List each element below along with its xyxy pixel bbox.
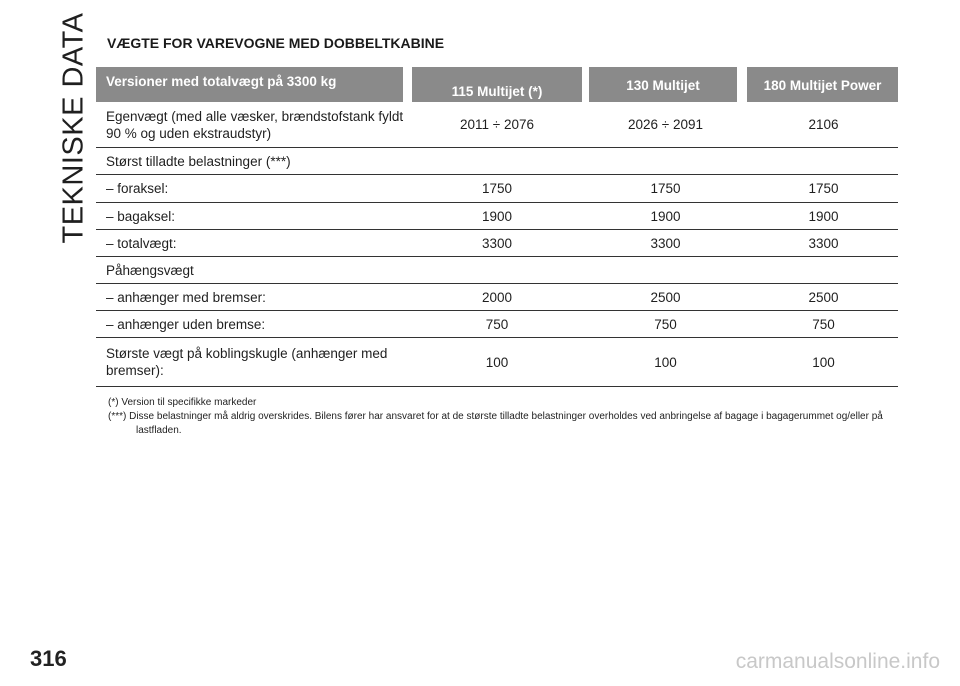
table-row	[96, 102, 898, 148]
row-label: Påhængsvægt	[106, 262, 194, 278]
page-heading: VÆGTE FOR VAREVOGNE MED DOBBELTKABINE	[107, 35, 445, 51]
table-row	[96, 284, 898, 311]
cell-value: 2011 ÷ 2076	[460, 117, 534, 132]
row-label: – anhænger uden bremse:	[106, 316, 266, 332]
cell-value: 100	[654, 354, 677, 370]
cell-value: 1750	[650, 181, 681, 196]
table-row	[96, 311, 898, 338]
cell-value: 750	[654, 316, 677, 332]
row-label: – totalvægt:	[106, 235, 177, 251]
header-180-multijet-power: 180 Multijet Power	[747, 67, 898, 102]
cell-value: 1750	[808, 181, 839, 196]
cell-value: 1900	[481, 208, 513, 224]
table-row	[96, 338, 898, 387]
weights-table	[96, 67, 898, 387]
row-label: Egenvægt (med alle væsker, brændstofstank fyldt 90 % og uden ekstraudstyr)	[106, 108, 404, 141]
watermark: carmanualsonline.info	[735, 650, 940, 673]
page-number: 316	[30, 646, 67, 671]
cell-value: 1900	[650, 208, 681, 224]
table-header	[96, 67, 898, 102]
section-side-title-text: TEKNISKE DATA	[57, 12, 90, 244]
cell-value: 100	[812, 354, 835, 370]
header-versions: Versioner med totalvægt på 3300 kg	[96, 67, 403, 102]
cell-value: 750	[812, 316, 835, 332]
row-label: – anhænger med bremser:	[106, 289, 266, 305]
footnote: (*) Version til specifikke markeder	[108, 397, 257, 408]
footnotes	[108, 396, 898, 438]
footnote: (***) Disse belastninger må aldrig overskrides. Bilens fører har ansvaret for at de største tilladte belastninger overholdes ved anbringelse af bagage i bagagerummet og/eller på lastfladen.	[108, 411, 883, 436]
table-row	[96, 148, 898, 175]
table-row	[96, 257, 898, 284]
cell-value: 2500	[808, 289, 839, 305]
table-row	[96, 175, 898, 203]
row-label: – bagaksel:	[106, 208, 176, 224]
cell-value: 3300	[481, 235, 513, 251]
cell-value: 2000	[481, 289, 513, 305]
cell-value: 2500	[650, 289, 681, 305]
cell-value: 3300	[808, 235, 839, 251]
cell-value: 1900	[808, 208, 839, 224]
table-row	[96, 203, 898, 230]
cell-value: 2106	[808, 117, 839, 132]
cell-value: 1750	[481, 181, 513, 196]
header-130-multijet: 130 Multijet	[589, 67, 737, 102]
cell-value: 2026 ÷ 2091	[628, 117, 703, 132]
cell-value: 3300	[650, 235, 681, 251]
row-label: Størst tilladte belastninger (***)	[106, 153, 291, 169]
cell-value: 750	[485, 316, 509, 332]
cell-value: 100	[485, 354, 509, 370]
table-row	[96, 230, 898, 257]
row-label: – foraksel:	[106, 181, 169, 196]
row-label: Største vægt på koblingskugle (anhænger med bremser):	[106, 346, 388, 378]
section-side-title	[52, 12, 96, 244]
header-115-multijet: 115 Multijet (*)	[412, 67, 582, 102]
